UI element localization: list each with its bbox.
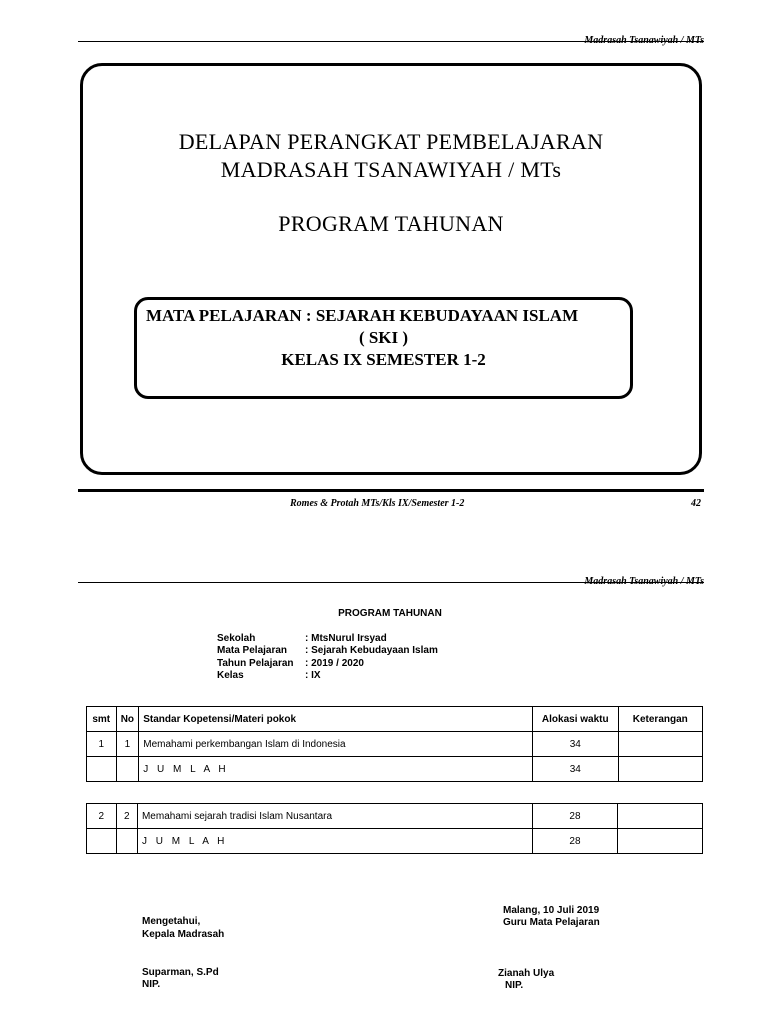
table-row bbox=[87, 732, 703, 757]
header-smt: smt bbox=[87, 707, 117, 732]
info-value: : MtsNurul Irsyad bbox=[305, 633, 387, 644]
cell-empty bbox=[618, 829, 703, 854]
header-alokasi: Alokasi waktu bbox=[533, 707, 618, 732]
info-sekolah bbox=[217, 633, 387, 644]
header-no: No bbox=[116, 707, 139, 732]
cell-empty bbox=[116, 757, 139, 782]
subject-line: MATA PELAJARAN : SEJARAH KEBUDAYAAN ISLAM bbox=[146, 306, 579, 325]
info-value: : Sejarah Kebudayaan Islam bbox=[305, 645, 438, 656]
kepala-nip: NIP. bbox=[142, 979, 161, 990]
program-table-semester-2 bbox=[86, 803, 703, 854]
cell-keterangan bbox=[618, 804, 703, 829]
subject-abbrev: ( SKI ) bbox=[358, 328, 409, 347]
cell-empty bbox=[116, 829, 137, 854]
jumlah-label: J U M L A H bbox=[137, 829, 532, 854]
footer-rule bbox=[78, 489, 704, 492]
page-title: PROGRAM TAHUNAN bbox=[338, 608, 442, 619]
cell-no: 2 bbox=[116, 804, 137, 829]
guru-nip: NIP. bbox=[505, 980, 524, 991]
kepala-title: Kepala Madrasah bbox=[142, 929, 225, 940]
cell-alokasi: 28 bbox=[532, 804, 618, 829]
jumlah-value: 34 bbox=[533, 757, 618, 782]
jumlah-value: 28 bbox=[532, 829, 618, 854]
info-value: : IX bbox=[305, 670, 321, 681]
cell-materi: Memahami perkembangan Islam di Indonesia bbox=[139, 732, 533, 757]
header-text: Madrasah Tsanawiyah / MTs bbox=[584, 35, 704, 46]
info-value: : 2019 / 2020 bbox=[305, 658, 364, 669]
program-table-semester-1 bbox=[86, 706, 703, 782]
cell-smt: 1 bbox=[87, 732, 117, 757]
info-label: Kelas bbox=[217, 670, 244, 681]
table-header-row bbox=[87, 707, 703, 732]
cell-smt: 2 bbox=[87, 804, 117, 829]
cover-frame bbox=[80, 63, 702, 475]
info-tahun bbox=[217, 658, 364, 669]
cell-empty bbox=[87, 829, 117, 854]
header-keterangan: Keterangan bbox=[618, 707, 702, 732]
footer-doc-label: Romes & Protah MTs/Kls IX/Semester 1-2 bbox=[290, 498, 465, 509]
guru-title: Guru Mata Pelajaran bbox=[503, 917, 600, 928]
guru-name: Zianah Ulya bbox=[498, 968, 555, 979]
info-kelas bbox=[217, 670, 321, 681]
cell-alokasi: 34 bbox=[533, 732, 618, 757]
cover-title-line1: DELAPAN PERANGKAT PEMBELAJARAN bbox=[178, 129, 604, 154]
jumlah-row bbox=[87, 757, 703, 782]
jumlah-row bbox=[87, 829, 703, 854]
place-date: Malang, 10 Juli 2019 bbox=[503, 905, 600, 916]
cell-materi: Memahami sejarah tradisi Islam Nusantara bbox=[137, 804, 532, 829]
table-row bbox=[87, 804, 703, 829]
cell-keterangan bbox=[618, 732, 702, 757]
cover-title-line3: PROGRAM TAHUNAN bbox=[278, 211, 504, 236]
kepala-name: Suparman, S.Pd bbox=[142, 967, 219, 978]
cell-empty bbox=[87, 757, 117, 782]
info-label: Tahun Pelajaran bbox=[217, 658, 294, 669]
cell-empty bbox=[618, 757, 702, 782]
header-standar-kompetensi: Standar Kopetensi/Materi pokok bbox=[139, 707, 533, 732]
info-mapel bbox=[217, 645, 438, 656]
header-text-2: Madrasah Tsanawiyah / MTs bbox=[584, 576, 704, 587]
cell-no: 1 bbox=[116, 732, 139, 757]
class-semester: KELAS IX SEMESTER 1-2 bbox=[281, 350, 486, 369]
footer-page-number: 42 bbox=[691, 498, 701, 509]
info-label: Sekolah bbox=[217, 633, 256, 644]
mengetahui-label: Mengetahui, bbox=[142, 916, 201, 927]
jumlah-label: J U M L A H bbox=[139, 757, 533, 782]
cover-title-line2: MADRASAH TSANAWIYAH / MTs bbox=[220, 157, 562, 182]
info-label: Mata Pelajaran bbox=[217, 645, 288, 656]
